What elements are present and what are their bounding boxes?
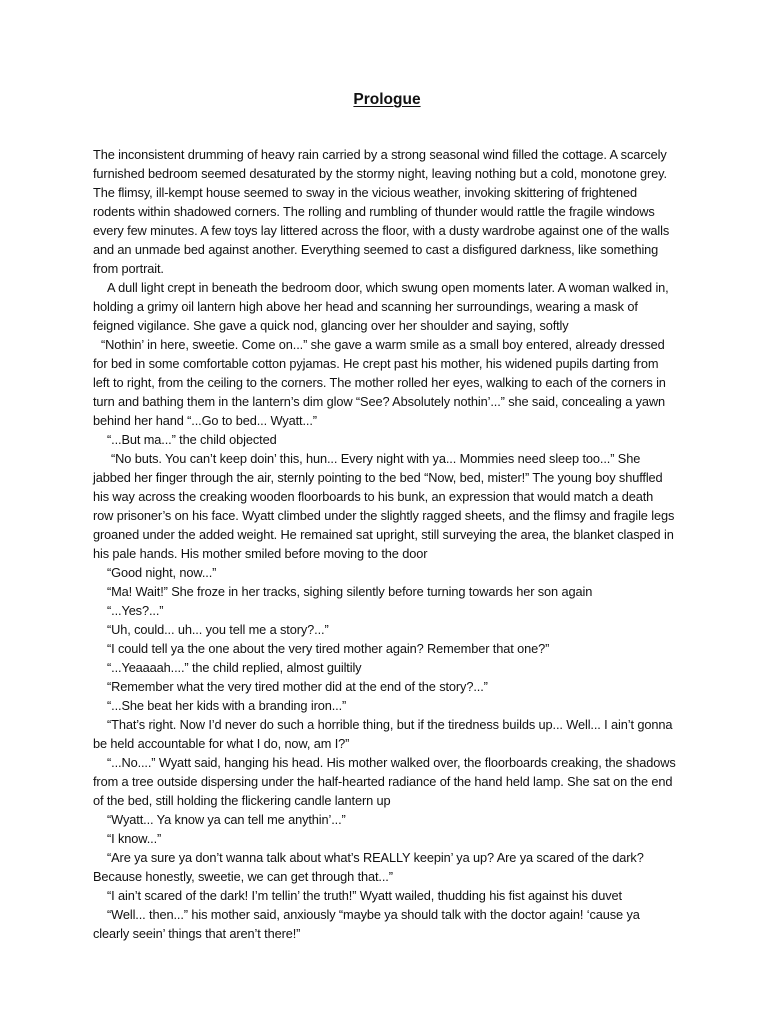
paragraph-remember-end: “Remember what the very tired mother did at the end of the story?...” bbox=[107, 679, 488, 694]
paragraph-thats-right: “That’s right. Now I’d never do such a horrible thing, but if the tiredness builds up... Well... I ain’t gonna be held accountable for what I do, now, am I?” bbox=[93, 717, 673, 751]
paragraph-not-scared: “I ain’t scared of the dark! I’m tellin’ the truth!” Wyatt wailed, thudding his fist against his duvet bbox=[107, 888, 622, 903]
prologue-body bbox=[93, 145, 676, 943]
paragraph-storm-description: The inconsistent drumming of heavy rain carried by a strong seasonal wind filled the cottage. A scarcely furnished bedroom seemed desaturated by the stormy night, leaving nothing but a cold, monotone grey. The flimsy, ill-kempt house seemed to sway in the vicious weather, invoking skittering of frightened rodents within shadowed corners. The rolling and rumbling of thunder would rattle the fragile windows every few minutes. A few toys lay littered across the floor, with a dusty wardrobe against one of the walls and an unmade bed against another. Everything seemed to cast a disfigured darkness, like something from portrait. bbox=[93, 147, 670, 276]
paragraph-yes: “...Yes?...” bbox=[107, 603, 164, 618]
paragraph-boy-enters: “Nothin’ in here, sweetie. Come on...” she gave a warm smile as a small boy entered, already dressed for bed in some comfortable cotton pyjamas. He crept past his mother, his widened pupils darting from left to right, from the ceiling to the corners. The mother rolled her eyes, walking to each of the corners in turn and bathing them in the lantern’s dim glow “See? Absolutely nothin’...” she said, concealing a yawn behind her hand “...Go to bed... Wyatt...” bbox=[93, 337, 666, 428]
paragraph-story-request: “Uh, could... uh... you tell me a story?...” bbox=[107, 622, 329, 637]
paragraph-child-objects: “...But ma...” the child objected bbox=[107, 432, 277, 447]
paragraph-good-night: “Good night, now...” bbox=[107, 565, 217, 580]
paragraph-i-know: “I know...” bbox=[107, 831, 162, 846]
paragraph-no-buts: “No buts. You can’t keep doin’ this, hun... Every night with ya... Mommies need sleep too...” She jabbed her finger through the air, sternly pointing to the bed “Now, bed, mister!” The young boy shuffled his way across the creaking wooden floorboards to his bunk, an expression that would match a death row prisoner’s on his face. Wyatt climbed under the slightly ragged sheets, and the flimsy and fragile legs groaned under the added weight. He remained sat upright, still surveying the area, the blanket clasped in his pale hands. His mother smiled before moving to the door bbox=[93, 451, 675, 561]
paragraph-scared-of-dark: “Are ya sure ya don’t wanna talk about what’s REALLY keepin’ ya up? Are ya scared of the dark? Because honestly, sweetie, we can get through that...” bbox=[93, 850, 644, 884]
paragraph-woman-enters: A dull light crept in beneath the bedroom door, which swung open moments later. A woman walked in, holding a grimy oil lantern high above her head and scanning her surroundings, wearing a mask of feigned vigilance. She gave a quick nod, glancing over her shoulder and saying, softly bbox=[93, 280, 669, 333]
paragraph-branding-iron: “...She beat her kids with a branding iron...” bbox=[107, 698, 347, 713]
title-text: Prologue bbox=[353, 91, 421, 108]
paragraph-yeah: “...Yeaaaah....” the child replied, almost guiltily bbox=[107, 660, 362, 675]
paragraph-tell-me-anything: “Wyatt... Ya know ya can tell me anythin’...” bbox=[107, 812, 346, 827]
paragraph-no: “...No....” Wyatt said, hanging his head. His mother walked over, the floorboards creaking, the shadows from a tree outside dispersing under the half-hearted radiance of the hand held lamp. She sat on the end of the bed, still holding the flickering candle lantern up bbox=[93, 755, 676, 808]
paragraph-ma-wait: “Ma! Wait!” She froze in her tracks, sighing silently before turning towards her son again bbox=[107, 584, 593, 599]
paragraph-talk-to-doctor: “Well... then...” his mother said, anxiously “maybe ya should talk with the doctor again! ‘cause ya clearly seein’ things that aren’t there!” bbox=[93, 907, 640, 941]
paragraph-tired-mother: “I could tell ya the one about the very tired mother again? Remember that one?” bbox=[107, 641, 550, 656]
page-title bbox=[93, 0, 676, 110]
